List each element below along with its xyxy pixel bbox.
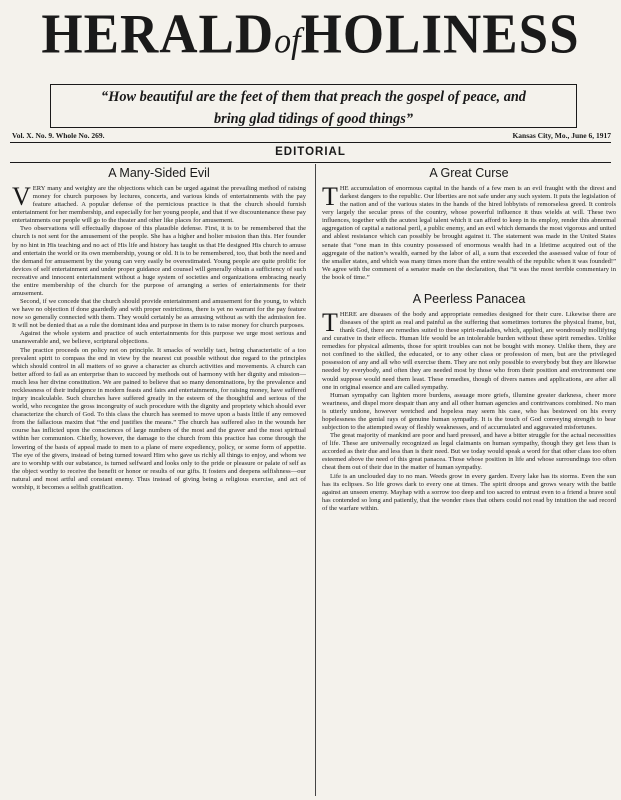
motto-line-1: “How beautiful are the feet of them that preach the gospel of peace, and <box>101 89 526 105</box>
article-paragraph: Life is an unclouded day to no man. Weeds grow in every garden. Every lake has its storms. Even the sun has its eclipses. So life grows dark to every one at times. The spirit droops and grows weary with the battle against an unseen enemy. Mayhap with a sorrow too deep and too sacred to entrust even to a friend a brave soul has contended so long and patiently, that the wonder rises that others could not read by intuition the sad record of the warfare within. <box>322 472 616 512</box>
issue-place-date: Kansas City, Mo., June 6, 1917 <box>512 131 611 140</box>
article-spacer <box>322 282 616 291</box>
article-paragraph: Against the whole system and practice of such entertainments for this purpose we urge most serious and unanswerable and, we believe, scriptural objections. <box>12 330 306 346</box>
motto-box <box>50 84 577 128</box>
column-left <box>12 165 306 795</box>
article-paragraph <box>12 182 306 225</box>
drop-cap: T <box>322 182 338 211</box>
masthead <box>0 6 621 64</box>
article-title: A Peerless Panacea <box>412 291 526 306</box>
masthead-title-main: HERALD <box>41 4 275 66</box>
column-right <box>322 165 616 795</box>
masthead-title-of: of <box>274 22 301 62</box>
paragraph-text: HE accumulation of enormous capital in the hands of a few men is an evil fraught with the direst and darkest dangers to the republic. Our liberties are not safe under any such system. It puts the legislation of the nation and of the various states in the hands of the hired lobbyists of remorseless greed. It controls very largely the secular press of the country, whose powerful influence it thus wields at will. These two influences, together with the acutest legal talent which it can afford to keep in its employ, render this abnormal aggregation of capital a national peril, a public enemy, and an evil which demands the most vigorous and united and ablest resistance which can possibly be brought against it. The statement was made in the United States senate that “one man in this country possessed of enormous wealth had in a lifetime acquired out of the aggregate of the nation’s wealth, earned by the labor of all, a sum that exceeded the assessed value of four of the smaller states, and which was many times more than the entire wealth of the republic when it was founded!” We agree with the comment of a senator made on the declaration, that “it was the most terrible commentary in the book of time.” <box>322 185 616 281</box>
masthead-title-end: HOLINESS <box>300 4 580 66</box>
article-paragraph: Human sympathy can lighten more burdens, assuage more griefs, illumine greater darkness, cheer more weariness, and dispel more despair than any and all other human agencies and contrivances combined. No man is utterly undone, however wretched and hopeless may seem his case, who has bestowed on his every hopelessness the genial rays of genuine human sympathy. It is the touch of God conveying strength to bear subjection to the attempted sway of fleshly weaknesses, and of accumulated and aggravated misfortunes. <box>322 391 616 432</box>
paragraph-text: HERE are diseases of the body and appropriate remedies designed for their cure. Likewise there are diseases of the spirit as real and painful as the suffering that sometimes tortures the physical frame, but, thank God, there are remedies suited to these spirit-maladies, which, applied, are wondrously mollifying and curative in their effects. Human life would be an intolerable burden without these spirit remedies. Unlike remedies for physical ailments, those for spirit troubles can not be bought with money. Unlike them, they are not confined to the skilled, the educated, or to any other class or profession of men, but are the privileged possession of any and all who will exercise them. They are not only possible to everybody but they are likewise needed by everybody, and often they are needed most by those who from their position and environment one would suppose would need them least. These remedies, though of divers names and applications, are after all one in original essence and are called sympathy. <box>322 310 616 391</box>
article-paragraph: Two observations will effectually dispose of this plausible defense. First, it is to be remembered that the church is not sent for the amusement of the people. She has a higher and holier mission than this. Her founder by no hint in His teaching and no act of His life and history has taught us that He designed His church to amuse and entertain the world or its own membership, young or old. It is to be remembered, too, that both the need and the demand for amusement by the young can very easily be overestimated. Young people are quite prolific for devices of self entertainment and under proper guidance and counsel will generally obtain a sufficiency of such recreative and innocent entertainment without a huge system of societies and organizations embracing nearly the entire membership of the church for the purpose of arranging a series of entertainments for their amusement. <box>12 225 306 298</box>
rule-top <box>10 142 611 143</box>
article-paragraph <box>322 307 616 392</box>
paragraph-text: ERY many and weighty are the objections which can be urged against the prevailing method of raising money for church purposes by lectures, concerts, and various kinds of entertainments with the pay feature attached. A popular defense of the pernicious practice is that the church should furnish entertainment for her membership, and especially for her young people, and that if we discountenance these pay entertainments our people will go to the theater and other like places for amusement. <box>12 185 306 225</box>
rule-below-heading <box>10 162 611 163</box>
article-paragraph: Second, if we concede that the church should provide entertainment and amusement for the young, to which we have no objection if done guardedly and with proper restrictions, there is yet no warrant for the pay feature now so generally connected with them. They would certainly be as amusing without as with the admission fee. It will not be denied that as a rule the dominant idea and purpose in them is to raise money for church purposes. <box>12 298 306 330</box>
drop-cap: V <box>12 182 31 211</box>
article-body <box>322 182 616 282</box>
column-divider <box>315 164 316 796</box>
section-heading: EDITORIAL <box>275 146 346 158</box>
article-title: A Many-Sided Evil <box>108 166 210 180</box>
article-body <box>12 182 306 492</box>
article-paragraph: The great majority of mankind are poor and hard pressed, and have a bitter struggle for the actual necessities of life. These are universally recognized as legal claimants on human sympathy, though they get less than is accorded as their due and less than is their need. But we today would speak a word for that other class too often esteemed above the need of this great panacea. Those whose position in life and whose surroundings too often cheat them out of their due in the matter of human sympathy. <box>322 432 616 472</box>
drop-cap: T <box>322 307 338 337</box>
masthead-title <box>0 4 621 72</box>
article-body <box>322 307 616 513</box>
issue-volume: Vol. X. No. 9. Whole No. 269. <box>12 131 105 140</box>
article-title: A Great Curse <box>429 166 509 180</box>
motto-line-2: bring glad tidings of good things” <box>213 111 413 127</box>
article-paragraph: The practice proceeds on policy not on principle. It smacks of worldly tact, being characteristic of a too prevalent spirit to compass the end in view by the nearest cut possible without due regard to the principles which should control in all matters of so grave a character as church activities and movements. A church can better afford to fail as an enterprise than to succeed by methods out of harmony with her dignity and mission—much less her divine constitution. We are pained to believe that so many denominations, by the prevalence and recklessness of their indulgence in modern feasts and fairs and entertainments, for raising money, have suffered injury incalculable. Such churches have suffered greatly in the esteem of the thoughtful and serious of the world, who recognize the gross incongruity of such procedure with the dignity and propriety which should ever characterize the church of God. To this class the church has seemed to move upon a basis little if any removed from the fallacious maxim that “the end justifies the means.” The church has suffered also in the wounds her course has inflicted upon the consciences of large numbers of the most and the graver and the most spiritual within her communion. Chiefly, however, the damage to the church from this practice has come through the lowering of the basis of appeal made to men to a plane of mere expediency, policy, or some form of appetite. The eye of the givers, instead of being turned toward Him who gave us richly all things to enjoy, and whom we are to worship with our substance, is turned selfward and looks only to the pride or pleasure or palate of self as the object worthy to receive the benefit or honor or results of our gifts. It fosters and deepens selfishness—our natural and most artful and constant enemy. Thus instead of giving being a religious exercise, and act of worship, it becomes a selfish gratification. <box>12 346 306 491</box>
article-paragraph <box>322 182 616 282</box>
